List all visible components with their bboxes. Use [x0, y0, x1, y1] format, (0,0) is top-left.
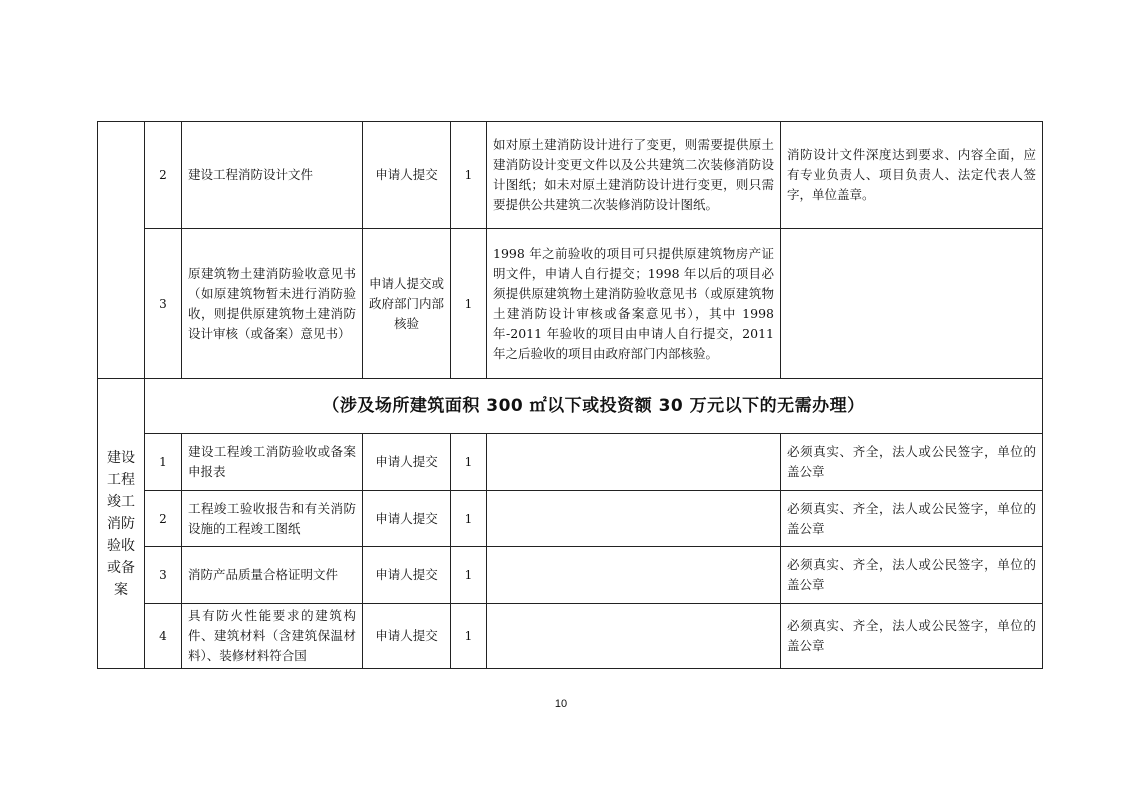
- table-row: [98, 122, 1043, 229]
- copies: 1: [451, 229, 487, 379]
- material-source: 申请人提交: [363, 491, 451, 547]
- row-number: 3: [145, 547, 182, 604]
- material-note: [487, 491, 781, 547]
- material-note: [487, 434, 781, 491]
- materials-table: [97, 121, 1043, 669]
- material-requirement: [781, 229, 1043, 379]
- table-row: [98, 547, 1043, 604]
- material-name: 消防产品质量合格证明文件: [182, 547, 363, 604]
- row-number: 1: [145, 434, 182, 491]
- table-row: [98, 604, 1043, 669]
- row-number: 2: [145, 122, 182, 229]
- table-row: [98, 434, 1043, 491]
- material-source: 申请人提交: [363, 604, 451, 669]
- table-row: [98, 491, 1043, 547]
- material-source: 申请人提交: [363, 547, 451, 604]
- category-cell: 建设工程竣工消防验收或备案: [98, 379, 145, 669]
- category-cell-continued: [98, 122, 145, 379]
- section-heading-row: [98, 379, 1043, 434]
- material-name: 建设工程消防设计文件: [182, 122, 363, 229]
- row-number: 3: [145, 229, 182, 379]
- section-heading: （涉及场所建筑面积 300 ㎡以下或投资额 30 万元以下的无需办理）: [145, 379, 1043, 434]
- copies: 1: [451, 547, 487, 604]
- row-number: 2: [145, 491, 182, 547]
- row-number: 4: [145, 604, 182, 669]
- material-note: [487, 604, 781, 669]
- material-name: 建设工程竣工消防验收或备案申报表: [182, 434, 363, 491]
- material-note: [487, 547, 781, 604]
- material-requirement: 必须真实、齐全，法人或公民签字，单位的盖公章: [781, 491, 1043, 547]
- material-name: 具有防火性能要求的建筑构件、建筑材料（含建筑保温材料）、装修材料符合国: [182, 604, 363, 669]
- material-source: 申请人提交或政府部门内部核验: [363, 229, 451, 379]
- copies: 1: [451, 122, 487, 229]
- material-requirement: 必须真实、齐全，法人或公民签字，单位的盖公章: [781, 434, 1043, 491]
- material-name: 工程竣工验收报告和有关消防设施的工程竣工图纸: [182, 491, 363, 547]
- material-note: 1998 年之前验收的项目可只提供原建筑物房产证明文件，申请人自行提交；1998 年以后的项目必须提供原建筑物土建消防验收意见书（或原建筑物土建消防设计审核或备案意见书），其中 1998 年-2011 年验收的项目由申请人自行提交，2011 年之后验收的项目由政府部门内部核验。: [487, 229, 781, 379]
- material-requirement: 必须真实、齐全，法人或公民签字，单位的盖公章: [781, 547, 1043, 604]
- table-row: [98, 229, 1043, 379]
- material-source: 申请人提交: [363, 434, 451, 491]
- material-note: 如对原土建消防设计进行了变更，则需要提供原土建消防设计变更文件以及公共建筑二次装修消防设计图纸；如未对原土建消防设计进行变更，则只需要提供公共建筑二次装修消防设计图纸。: [487, 122, 781, 229]
- page-number: 10: [554, 698, 568, 710]
- material-requirement: 必须真实、齐全，法人或公民签字，单位的盖公章: [781, 604, 1043, 669]
- material-name: 原建筑物土建消防验收意见书（如原建筑物暂未进行消防验收，则提供原建筑物土建消防设计审核（或备案）意见书）: [182, 229, 363, 379]
- copies: 1: [451, 604, 487, 669]
- material-requirement: 消防设计文件深度达到要求、内容全面，应有专业负责人、项目负责人、法定代表人签字，单位盖章。: [781, 122, 1043, 229]
- material-source: 申请人提交: [363, 122, 451, 229]
- copies: 1: [451, 491, 487, 547]
- copies: 1: [451, 434, 487, 491]
